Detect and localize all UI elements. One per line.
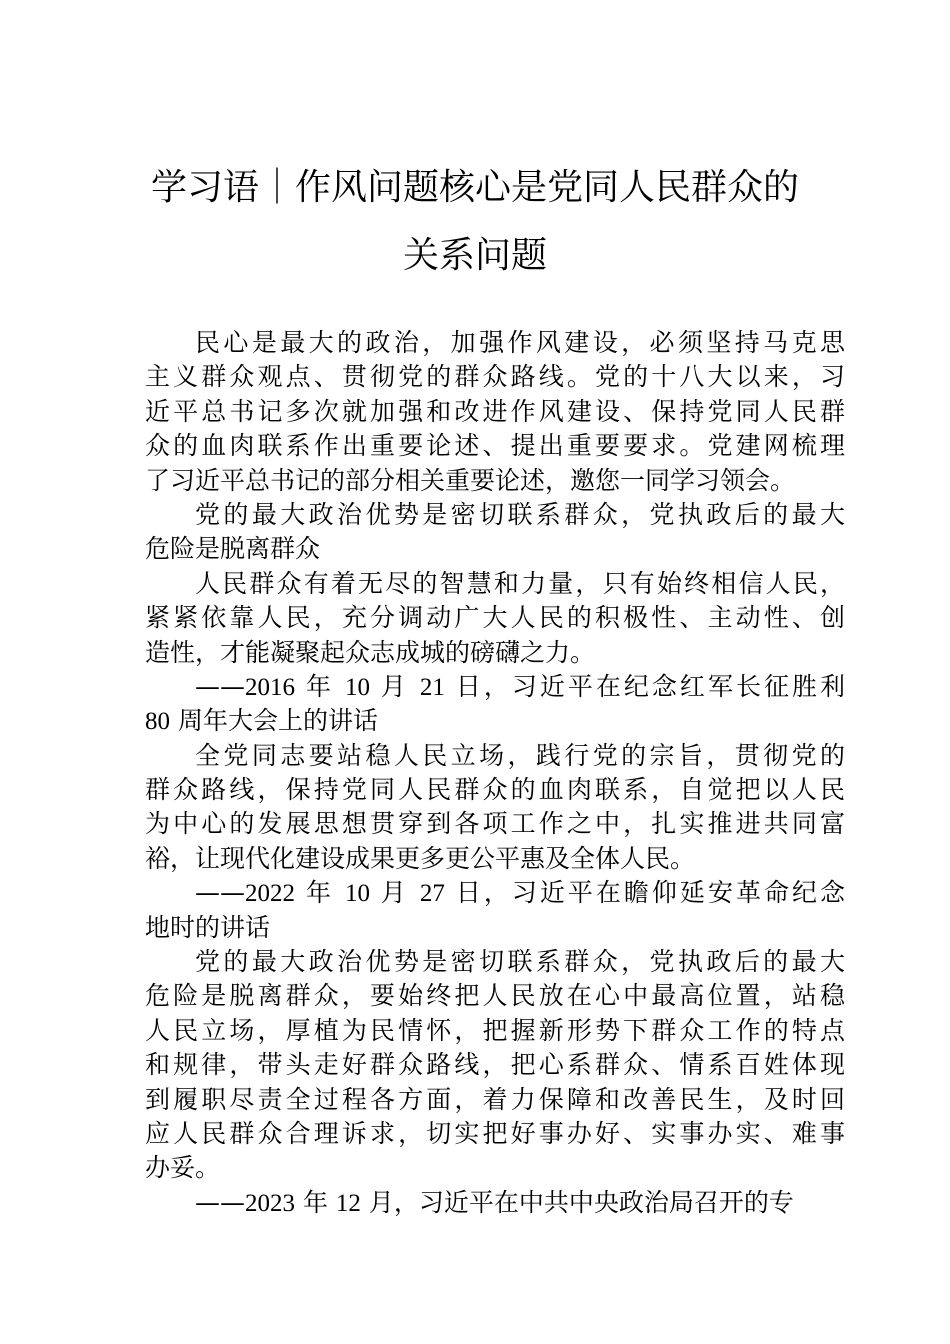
paragraph-line: 80 周年大会上的讲话 [145, 706, 378, 736]
document-body [145, 326, 845, 1220]
paragraph-source [145, 1186, 845, 1220]
paragraph-source [145, 876, 845, 945]
paragraph-intro [145, 326, 845, 498]
paragraph-line: ——2023 年 12 月，习近平在中共中央政治局召开的专 [195, 1187, 794, 1217]
paragraph-quote [145, 567, 845, 670]
paragraph-line: 人民立场，厚植为民情怀，把握新形势下群众工作的特点 [145, 1015, 845, 1045]
paragraph-line: 近平总书记多次就加强和改进作风建设、保持党同人民群 [145, 396, 845, 426]
document-title-line-1: 学习语｜作风问题核心是党同人民群众的 [150, 167, 799, 208]
paragraph-line: 了习近平总书记的部分相关重要论述，邀您一同学习领会。 [145, 465, 796, 495]
paragraph-line: ——2016 年 10 月 21 日，习近平在纪念红军长征胜利 [195, 671, 845, 701]
paragraph-source [145, 670, 845, 739]
paragraph-line: ——2022 年 10 月 27 日，习近平在瞻仰延安革命纪念 [195, 878, 845, 908]
paragraph-line: 人民群众有着无尽的智慧和力量，只有始终相信人民， [195, 568, 845, 598]
paragraph-line: 民心是最大的政治，加强作风建设，必须坚持马克思 [195, 328, 845, 357]
paragraph-heading [145, 498, 845, 567]
paragraph-line: 众的血肉联系作出重要论述、提出重要要求。党建网梳理 [145, 431, 845, 461]
paragraph-line: 群众路线，保持党同人民群众的血肉联系，自觉把以人民 [145, 775, 845, 805]
paragraph-line: 裕，让现代化建设成果更多更公平惠及全体人民。 [145, 843, 696, 873]
paragraph-line: 到履职尽责全过程各方面，着力保障和改善民生，及时回 [145, 1084, 845, 1114]
paragraph-line: 地时的讲话 [145, 912, 271, 942]
paragraph-line: 应人民群众合理诉求，切实把好事办好、实事办实、难事 [145, 1118, 845, 1148]
paragraph-quote [145, 739, 845, 877]
paragraph-line: 造性，才能凝聚起众志成城的磅礴之力。 [145, 637, 596, 667]
document-title-line-2: 关系问题 [402, 235, 547, 276]
paragraph-line: 全党同志要站稳人民立场，践行党的宗旨，贯彻党的 [195, 740, 845, 770]
paragraph-quote [145, 945, 845, 1186]
paragraph-line: 危险是脱离群众 [145, 534, 321, 564]
paragraph-line: 办妥。 [145, 1153, 221, 1183]
paragraph-line: 党的最大政治优势是密切联系群众，党执政后的最大 [195, 947, 845, 977]
paragraph-line: 紧紧依靠人民，充分调动广大人民的积极性、主动性、创 [145, 603, 845, 633]
paragraph-line: 和规律，带头走好群众路线，把心系群众、情系百姓体现 [145, 1050, 845, 1080]
paragraph-line: 党的最大政治优势是密切联系群众，党执政后的最大 [195, 499, 845, 529]
paragraph-line: 为中心的发展思想贯穿到各项工作之中，扎实推进共同富 [145, 809, 845, 839]
paragraph-line: 危险是脱离群众，要始终把人民放在心中最高位置，站稳 [145, 981, 845, 1011]
paragraph-line: 主义群众观点、贯彻党的群众路线。党的十八大以来，习 [145, 362, 845, 392]
